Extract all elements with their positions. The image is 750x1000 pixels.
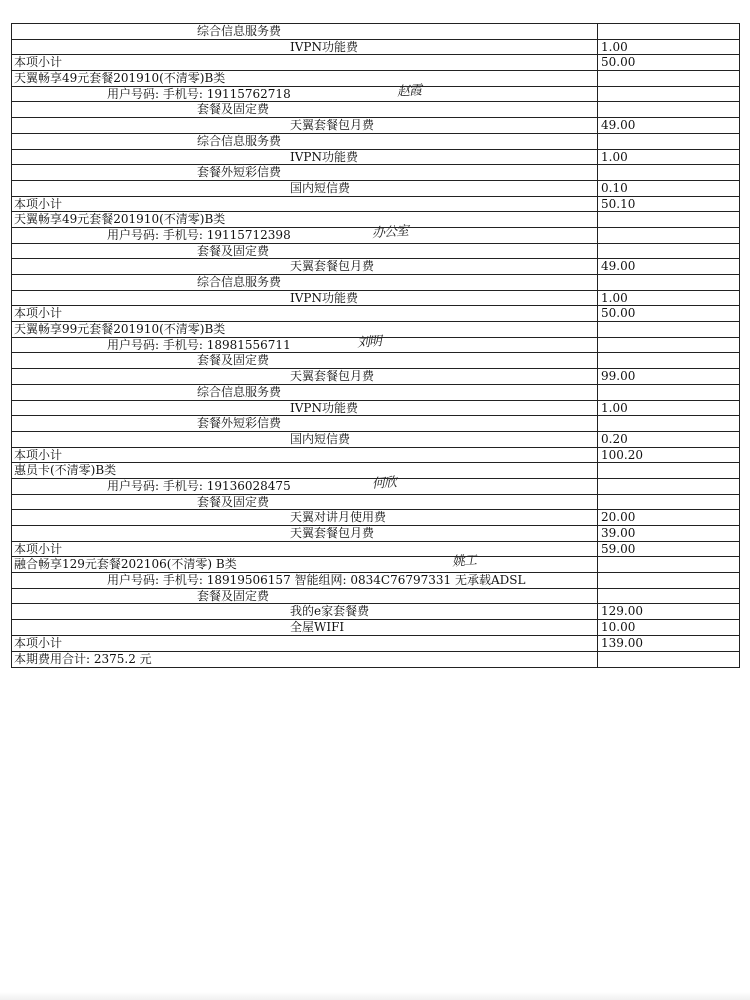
row-description: 天翼畅享49元套餐201910(不清零)B类 — [14, 71, 226, 86]
bill-row — [12, 526, 739, 542]
row-description: 本项小计 — [14, 55, 63, 70]
row-description: 套餐及固定费 — [197, 243, 270, 258]
row-description: 套餐及固定费 — [197, 102, 270, 117]
row-description: 综合信息服务费 — [197, 24, 282, 38]
handwritten-annotation: 何欣 — [371, 475, 397, 492]
bill-row — [12, 197, 739, 213]
row-description: 天翼对讲月使用费 — [290, 510, 387, 525]
bill-row — [12, 150, 739, 166]
row-description: IVPN功能费 — [290, 149, 358, 164]
row-description: IVPN功能费 — [290, 39, 358, 54]
bill-row — [12, 475, 739, 495]
row-amount: 99.00 — [601, 369, 636, 384]
row-description: 本项小计 — [14, 196, 63, 211]
row-description: 本项小计 — [14, 541, 63, 556]
row-description: 用户号码: 手机号: 18981556711 — [107, 337, 291, 352]
row-description: 天翼畅享99元套餐201910(不清零)B类 — [14, 322, 226, 337]
row-amount: 49.00 — [601, 259, 636, 274]
bill-table — [11, 23, 740, 668]
row-amount: 50.00 — [601, 55, 636, 70]
bill-row — [12, 82, 739, 103]
row-amount: 1.00 — [601, 290, 628, 305]
bill-row — [12, 118, 739, 134]
row-description: 用户号码: 手机号: 18919506157 智能组网: 0834C76797331 无承载ADSL — [107, 573, 526, 588]
handwritten-annotation: 赵霞 — [396, 82, 422, 100]
row-description: 综合信息服务费 — [197, 384, 282, 399]
row-description: 综合信息服务费 — [197, 133, 282, 148]
row-description: 本项小计 — [14, 447, 63, 462]
bill-row — [12, 553, 739, 573]
scan-edge — [0, 992, 750, 1000]
row-amount: 0.20 — [601, 431, 628, 446]
bill-row — [12, 259, 739, 275]
row-description: 天翼套餐包月费 — [290, 526, 375, 540]
row-amount: 39.00 — [601, 526, 636, 540]
bill-row — [12, 652, 739, 668]
row-description: 套餐及固定费 — [197, 494, 270, 509]
row-description: 天翼套餐包月费 — [290, 369, 375, 384]
row-amount: 100.20 — [601, 447, 643, 462]
bill-row — [12, 620, 739, 636]
bill-row — [12, 55, 739, 71]
bill-row — [12, 275, 739, 291]
bill-row — [12, 40, 739, 56]
row-description: 用户号码: 手机号: 19115762718 — [107, 86, 291, 101]
bill-row — [12, 416, 739, 432]
bill-row — [12, 181, 739, 197]
row-description: 本期费用合计: 2375.2 元 — [14, 651, 152, 666]
row-description: 国内短信费 — [290, 180, 351, 195]
bill-row — [12, 134, 739, 150]
row-description: 天翼套餐包月费 — [290, 118, 375, 133]
row-amount: 1.00 — [601, 149, 628, 164]
row-description: 套餐及固定费 — [197, 353, 270, 368]
row-description: 用户号码: 手机号: 19136028475 — [107, 478, 291, 493]
row-description: 套餐外短彩信费 — [197, 165, 282, 180]
bill-row — [12, 604, 739, 620]
row-description: 套餐及固定费 — [197, 588, 270, 603]
row-amount: 20.00 — [601, 510, 636, 525]
row-description: 我的e家套餐费 — [290, 604, 370, 619]
row-description: 天翼套餐包月费 — [290, 259, 375, 274]
bill-row — [12, 542, 739, 558]
row-amount: 139.00 — [601, 635, 643, 650]
bill-row — [12, 432, 739, 448]
bill-row — [12, 589, 739, 605]
bill-row — [12, 495, 739, 511]
bill-row — [12, 333, 739, 354]
row-description: 国内短信费 — [290, 431, 351, 446]
bill-row — [12, 369, 739, 385]
row-description: 套餐外短彩信费 — [197, 416, 282, 431]
bill-row — [12, 353, 739, 369]
row-description: IVPN功能费 — [290, 290, 358, 305]
bill-row — [12, 291, 739, 307]
row-description: 用户号码: 手机号: 19115712398 — [107, 227, 291, 242]
row-description: 本项小计 — [14, 635, 63, 650]
row-amount: 50.00 — [601, 306, 636, 321]
bill-row — [12, 223, 739, 244]
row-description: 融合畅享129元套餐202106(不清零) B类 — [14, 557, 237, 572]
handwritten-annotation: 刘明 — [356, 333, 382, 351]
bill-row — [12, 573, 739, 589]
row-amount: 129.00 — [601, 604, 643, 619]
row-amount: 1.00 — [601, 400, 628, 415]
row-amount: 49.00 — [601, 118, 636, 133]
row-amount: 50.10 — [601, 196, 636, 211]
bill-row — [12, 401, 739, 417]
row-description: 综合信息服务费 — [197, 275, 282, 289]
row-amount: 1.00 — [601, 39, 628, 54]
row-amount: 10.00 — [601, 620, 636, 635]
bill-row — [12, 385, 739, 401]
handwritten-annotation: 姚工 — [451, 553, 477, 571]
row-description: 天翼畅享49元套餐201910(不清零)B类 — [14, 212, 226, 227]
bill-row — [12, 24, 739, 40]
bill-row — [12, 636, 739, 652]
row-description: 本项小计 — [14, 306, 63, 321]
bill-row — [12, 448, 739, 464]
bill-row — [12, 102, 739, 118]
row-description: IVPN功能费 — [290, 400, 358, 415]
handwritten-annotation: 办公室 — [371, 223, 409, 242]
row-description: 全屋WIFI — [290, 620, 345, 635]
row-amount: 0.10 — [601, 180, 628, 195]
bill-row — [12, 71, 739, 87]
bill-row — [12, 510, 739, 526]
row-amount: 59.00 — [601, 541, 636, 556]
bill-row — [12, 306, 739, 322]
row-description: 惠员卡(不清零)B类 — [14, 463, 117, 478]
bill-row — [12, 244, 739, 260]
bill-row — [12, 165, 739, 181]
